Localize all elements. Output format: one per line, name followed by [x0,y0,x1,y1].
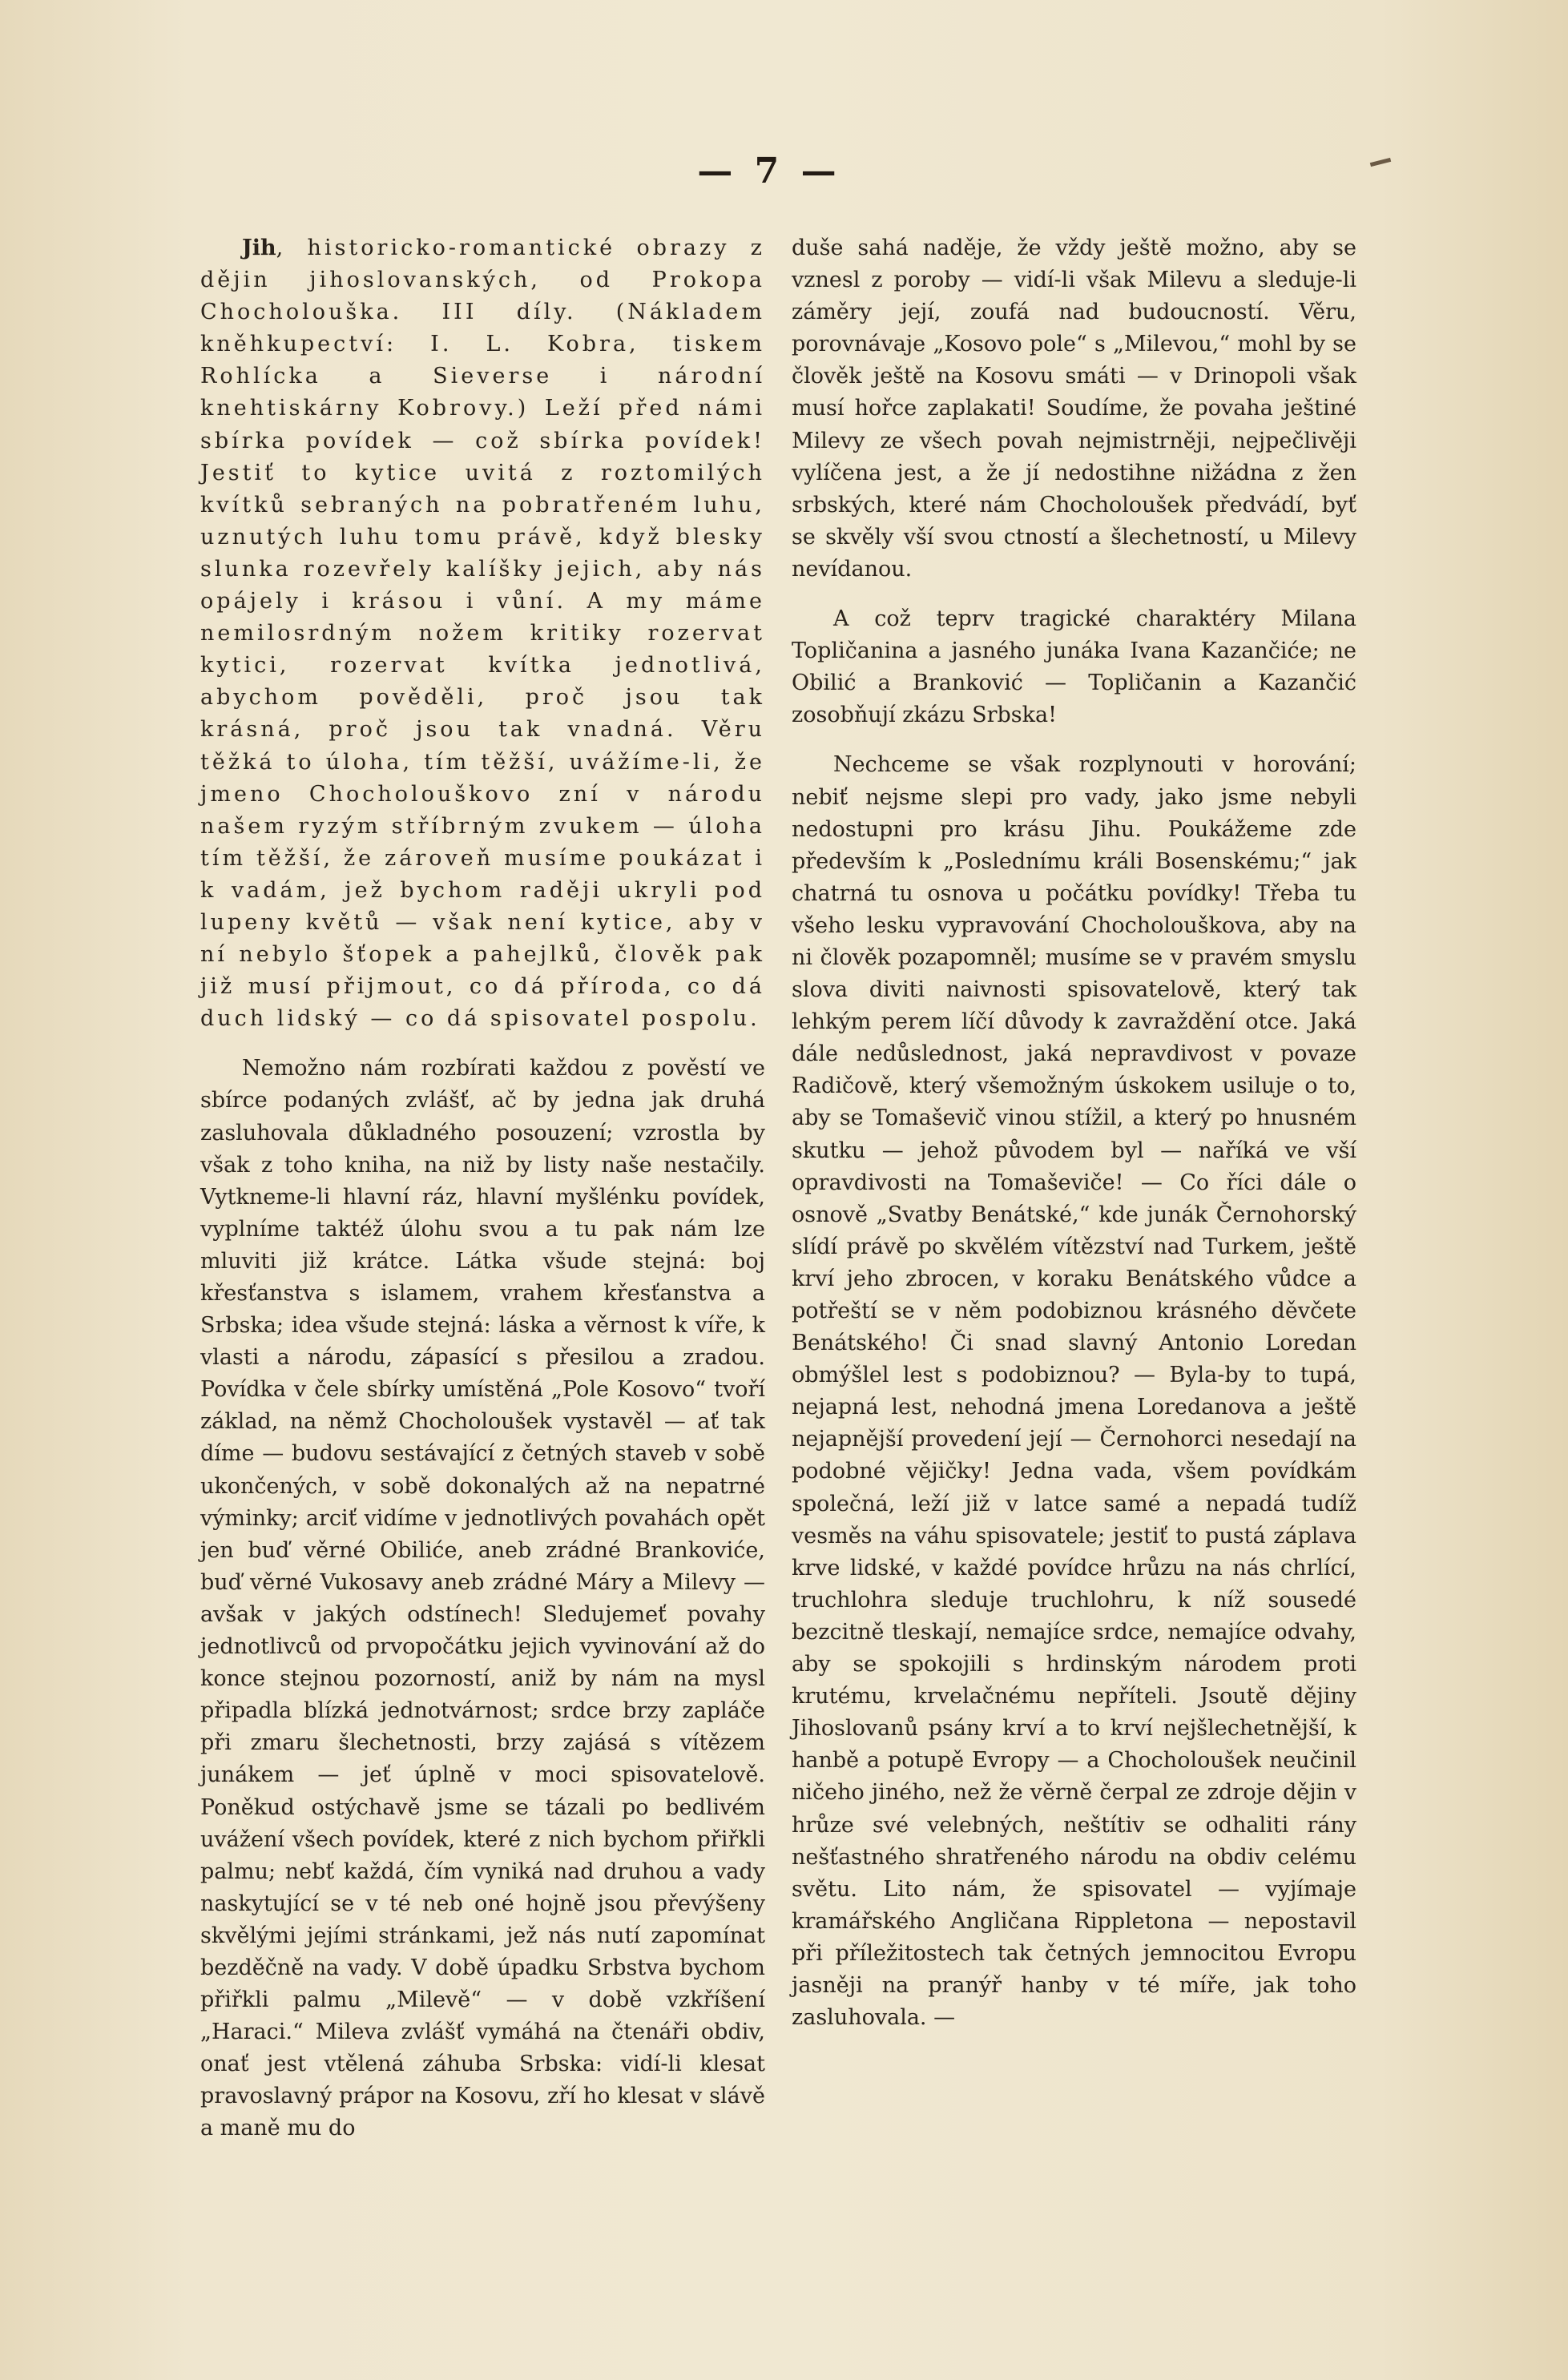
review-paragraph-1 [200,232,765,1035]
review-paragraph-continued: duše sahá naděje, že vždy ještě možno, aby se vznesl z poroby — vidí-li však Milevu a sleduje-li záměry její, zoufá nad budoucností. Věru, porovnávaje „Kosovo pole“ s „Milevou,“ mohl by se člověk ještě na Kosovu smáti — v Drinopoli však musí hořce zaplakati! Soudíme, že povaha ještiné Milevy ze všech povah nejmistrněji, nejpečlivěji vylíčena jest, a že jí nedostihne nižádna z žen srbských, které nám Chocholoušek předvádí, byť se skvěly vší svou ctností a šlechetností, u Milevy nevídanou. [792,236,1356,582]
review-intro-text: , historicko-romantické obrazy z dějin jihoslovanských, od Prokopa Chocholouška. III díly. (Nákladem kněhkupectví: I. L. Kobra, tiskem Rohlícka a Sieverse i národní knehtiskárny Kobrovy.) Leží před námi sbírka povídek — což sbírka povídek! Jestiť to kytice uvitá z roztomilých kvítků sebraných na pobratřeném luhu, uznutých luhu tomu právě, když blesky slunka rozevřely kalíšky jejich, aby nás opájely i krásou i vůní. A my máme nemilosrdným nožem kritiky rozervat kytici, rozervat kvítka jednotlivá, abychom pověděli, proč jsou tak krásná, proč jsou tak vnadná. Věru těžká to úloha, tím těžší, uvážíme-li, že jmeno Chocholouškovo zní v národu našem ryzým stříbrným zvukem — úloha tím těžší, že zároveň musíme poukázat i k vadám, jež bychom raději ukryli pod lupeny květů — však není kytice, aby v ní nebylo šťopek a pahejlků, člověk pak již musí přijmout, co dá příroda, co dá duch lidský — co dá spisovatel pospolu. [200,236,765,1032]
left-column [200,232,765,2145]
review-paragraph-2: Nemožno nám rozbírati každou z pověstí ve sbírce podaných zvlášť, ač by jedna jak druhá zasluhovala důkladného posouzení; vzrostla by však z toho kniha, na niž by listy naše nestačily. Vytkneme-li hlavní ráz, hlavní myšlénku povídek, vyplníme taktéž úlohu svou a tu pak nám lze mluviti již krátce. Látka všude stejná: boj křesťanstva s islamem, vrahem křesťanstva a Srbska; idea všude stejná: láska a věrnost k víře, k vlasti a národu, zápasící s přesilou a zradou. Povídka v čele sbírky umístěná „Pole Kosovo“ tvoří základ, na němž Chocholoušek vystavěl — ať tak díme — budovu sestávající z četných staveb v sobě ukončených, v sobě dokonalých až na nepatrné výminky; arciť vidíme v jednotlivých povahách opět jen buď věrné Obiliće, aneb zrádné Brankoviće, buď věrné Vukosavy aneb zrádné Máry a Milevy — avšak v jakých odstínech! Sledujemeť povahy jednotlivců od prvopočátku jejich vyvinování až do konce stejnou pozorností, aniž by nám na mysl připadla blízká jednotvárnost; srdce brzy zapláče při zmaru šlechetnosti, brzy zajásá s vítězem junákem — jeť úplně v moci spisovatelově. Poněkud ostýchavě jsme se tázali po bedlivém uvážení všech povídek, které z nich bychom přiřkli palmu; nebť každá, čím vyniká nad druhou a vady naskytující se v té neb oné hojně jsou převýšeny skvělými jejími stránkami, jež nás nutí zapomínat bezděčně na vady. V době úpadku Srbstva bychom přiřkli palmu „Milevě“ — v době vzkříšení „Haraci.“ Mileva zvlášť vymáhá na čtenáři obdiv, onať jest vtělená záhuba Srbska: vidí-li klesat pravoslavný prápor na Kosovu, zří ho klesat v slávě a maně mu do [200,1056,765,2141]
review-paragraph-3: A což teprv tragické charaktéry Milana Topličanina a jasného junáka Ivana Kazančiće; ne Obilić a Branković — Topličanin a Kazančić zosobňují zkázu Srbska! [792,606,1356,728]
page-number: — 7 — [697,151,841,191]
ink-mark [1370,158,1391,167]
review-paragraph-4: Nechceme se však rozplynouti v horování; nebiť nejsme slepi pro vady, jako jsme nebyli nedostupni pro krásu Jihu. Poukážeme zde především k „Poslednímu králi Bosenskému;“ jak chatrná tu osnova u počátku povídky! Třeba tu všeho lesku vypravování Chocholouškova, aby na ni člověk pozapomněl; musíme se v pravém smyslu slova diviti naivnosti spisovatelově, který tak lehkým perem líčí důvody k zavraždění otce. Jaká dále nedůslednost, jaká nepravdivost v povaze Radičově, který všemožným úskokem usiluje o to, aby se Tomaševič vinou stížil, a který po hnusném skutku — jehož původem byl — naříká ve vší opravdivosti na Tomaševiče! — Co říci dále o osnově „Svatby Benátské,“ kde junák Černohorský slídí právě po skvělém vítězství nad Turkem, ještě krví jeho zbrocen, v koraku Benátského vůdce a potřeští se v něm podobiznou krásného děvčete Benátského! Či snad slavný Antonio Loredan obmýšlel lest s podobiznou? — Byla-by to tupá, nejapná lest, nehodná jmena Loredanova a ještě nejapnější provedení její — Černohorci nesedají na podobné vějičky! Jedna vada, všem povídkám společná, leží již v latce samé a nepadá tudíž vesměs na váhu spisovatele; jestiť to pustá záplava krve lidské, v každé povídce hrůzu na nás chrlící, truchlohra sleduje truchlohru, k níž sousedé bezcitně tleskají, nemajíce srdce, nemajíce odvahy, aby se spokojili s hrdinským národem proti krutému, krvelačnému nepříteli. Jsoutě dějiny Jihoslovanů psány krví a to krví nejšlechetnější, k hanbě a potupě Evropy — a Chocholoušek neučinil ničeho jiného, než že věrně čerpal ze zdroje dějin v hrůze své velebných, neštítiv se odhaliti rány nešťastného shratřeného národu na obdiv celému světu. Lito nám, že spisovatel — vyjímaje kramářského Angličana Rippletona — nepostavil při příležitostech tak četných jemnocitou Evropu jasněji na pranýř hanby v té míře, jak toho zasluhovala. — [792,752,1356,2031]
review-title: Jih [242,236,276,260]
right-column [792,232,1356,2034]
